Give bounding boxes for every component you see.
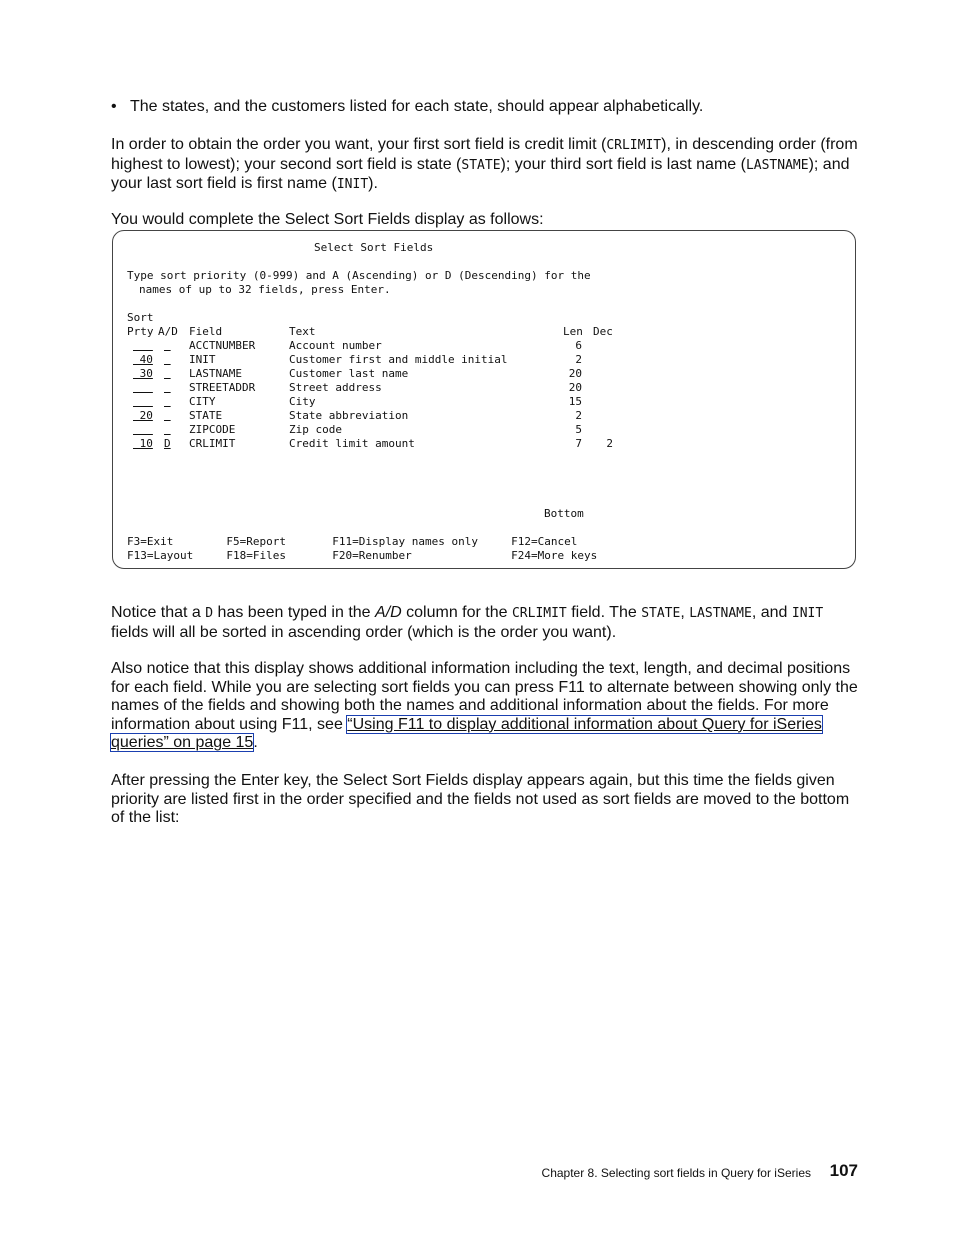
row-sort-priority [133,395,153,409]
screen-instruction-2: names of up to 32 fields, press Enter. [139,283,391,296]
row-field-text: City [289,395,316,408]
row-field-name: ACCTNUMBER [189,339,256,352]
row-field-name: CITY [189,395,216,408]
row-field-text: Account number [289,339,382,352]
row-field-length: 6 [575,339,582,352]
screen-instruction-1: Type sort priority (0-999) and A (Ascending) or D (Descending) for the [127,269,591,282]
code-state: STATE [461,157,501,173]
header-len: Len [563,325,583,338]
code-crlimit-2: CRLIMIT [511,606,567,621]
row-field-name: STATE [189,409,223,422]
function-keys-line-1: F3=Exit F5=Report F11=Display names only F12=Cancel [127,535,578,548]
row-field-length: 20 [568,367,582,380]
row-field-text: Credit limit amount [289,437,415,450]
row-field-length: 15 [568,395,582,408]
row-ad-value [164,339,171,353]
code-init: INIT [336,177,369,193]
row-field-text: Customer last name [289,367,409,380]
bullet-item: The states, and the customers listed for each state, should appear alphabetically. [130,98,704,115]
row-ad-value [164,381,171,395]
paragraph-f11-info: Also notice that this display shows additional information including the text, length, and decimal positions for each field. While you are selecting sort fields you can press F11 to alternate between showing only the names of the fields and showing both the names and additional information about the fields. For more information about using F11, see “Using F11 to display additional information about Query for iSeries queries” on page 15. [111,660,858,752]
header-text: Text [289,325,316,338]
bullet-marker: • [111,98,117,115]
footer-chapter-title: Chapter 8. Selecting sort fields in Query for iSeries [541,1166,811,1180]
row-field-name: INIT [189,353,216,366]
link-using-f11[interactable]: “Using F11 to display additional information about Query for iSeries queries” on page 15 [111,715,822,752]
row-sort-priority: 30 [133,367,153,380]
row-field-length: 20 [568,381,582,394]
row-field-name: ZIPCODE [189,423,236,436]
row-field-length: 2 [575,409,582,422]
code-crlimit: CRLIMIT [606,138,662,153]
italic-ad: A/D [375,604,402,621]
paragraph-after-enter: After pressing the Enter key, the Select Sort Fields display appears again, but this time the fields given priority are listed first in the order specified and the fields not used as sort fields are moved to the bottom of the list: [111,772,850,827]
row-field-decimals: 2 [606,437,613,450]
row-field-length: 5 [575,423,582,436]
row-field-name: STREETADDR [189,381,256,394]
paragraph-notice-d: Notice that a D has been typed in the A/D column for the CRLIMIT field. The STATE, LASTNAME, and INIT fields will all be sorted in ascending order (which is the order you want). [111,604,824,641]
row-sort-priority [133,381,153,395]
row-sort-priority [133,339,153,353]
row-ad-value [164,409,171,423]
row-sort-priority: 40 [133,353,153,366]
header-sort: Sort [127,311,154,324]
select-sort-fields-screen [112,230,856,569]
screen-bottom-label: Bottom [544,507,584,520]
row-ad-value [164,367,171,381]
header-dec: Dec [593,325,613,338]
row-ad-value [164,423,171,437]
row-sort-priority: 20 [133,409,153,422]
code-state-2: STATE [641,606,681,621]
screen-title: Select Sort Fields [314,241,434,254]
row-sort-priority: 10 [133,437,153,450]
row-ad-value [164,353,171,367]
row-field-text: Customer first and middle initial [289,353,508,366]
row-field-length: 7 [575,437,582,450]
row-field-text: Zip code [289,423,342,436]
page-number: 107 [829,1161,858,1180]
code-init-2: INIT [791,606,824,621]
row-field-length: 2 [575,353,582,366]
paragraph-intro-display: You would complete the Select Sort Fields display as follows: [111,211,544,228]
row-field-text: Street address [289,381,382,394]
code-d: D [205,606,214,621]
header-ad: A/D [158,325,178,338]
code-lastname-2: LASTNAME [689,606,752,621]
row-field-name: LASTNAME [189,367,242,380]
header-prty: Prty [127,325,154,338]
row-sort-priority [133,423,153,437]
row-ad-value [164,395,171,409]
row-field-text: State abbreviation [289,409,409,422]
row-field-name: CRLIMIT [189,437,236,450]
row-ad-value: D [164,437,171,450]
header-field: Field [189,325,223,338]
function-keys-line-2: F13=Layout F18=Files F20=Renumber F24=More keys [127,549,598,562]
code-lastname: LASTNAME [745,157,809,173]
paragraph-sort-order: In order to obtain the order you want, your first sort field is credit limit (CRLIMIT), in descending order (from highest to lowest); your second sort field is state (STATE); your third sort field is last name (LASTNAME); and your last sort field is first name (INIT). [111,136,858,193]
